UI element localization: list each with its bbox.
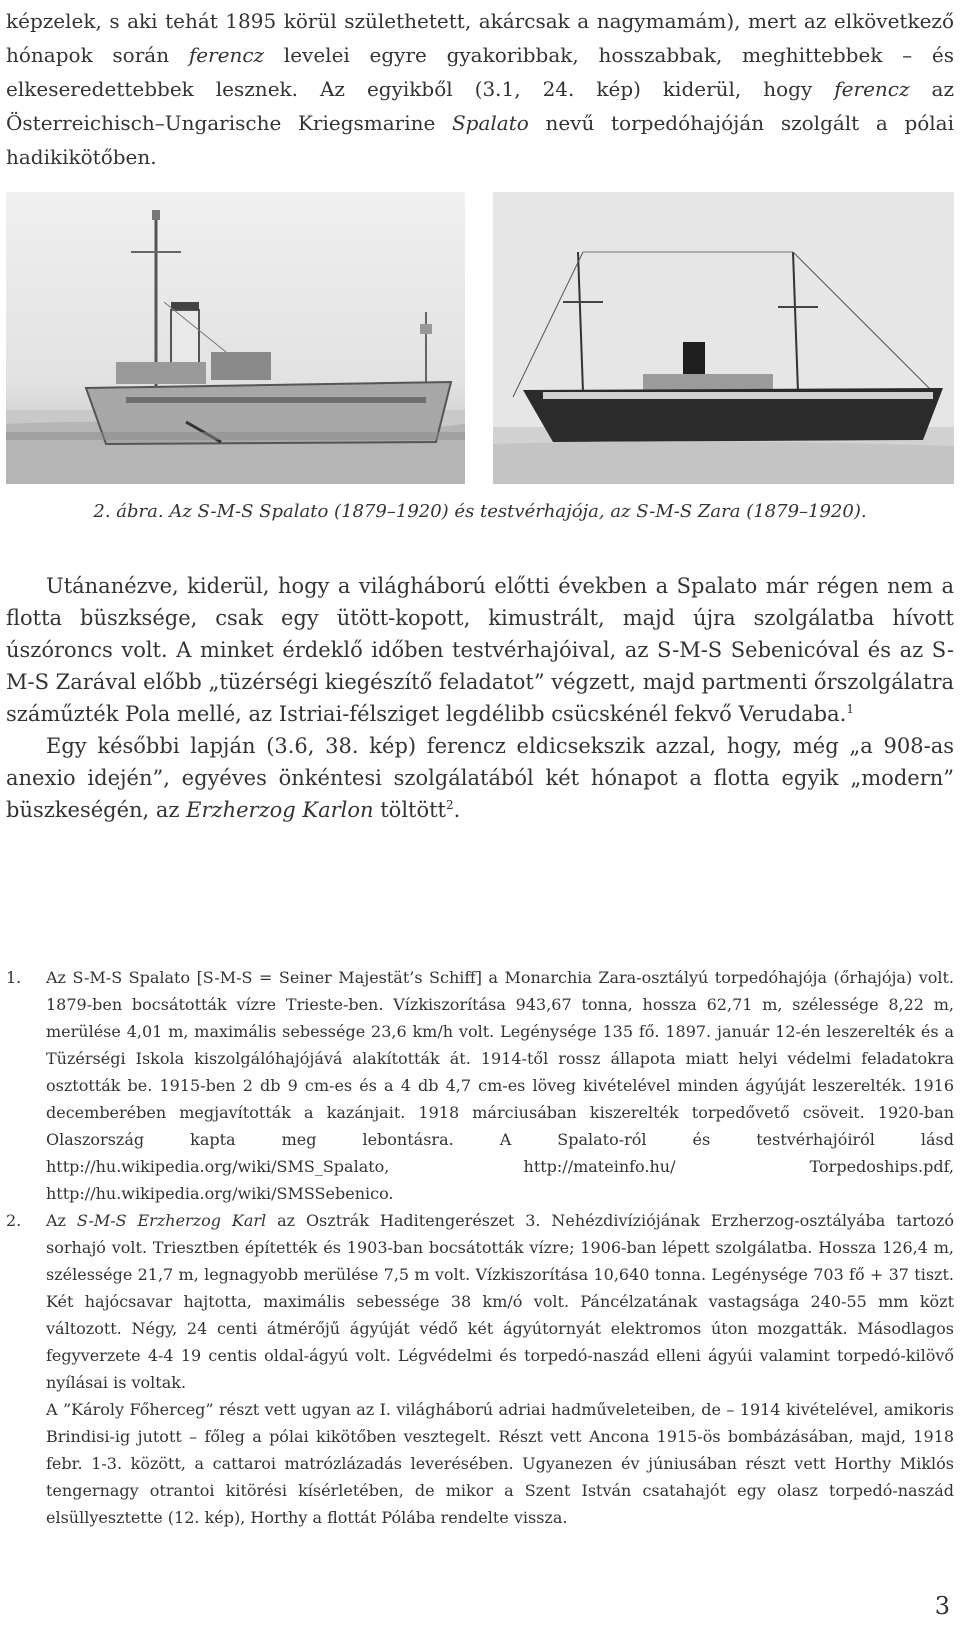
intro-italic-ship: Spalato — [451, 111, 529, 135]
paragraph-text: Utánanézve, kiderül, hogy a világháború előtti években a Spalato már régen nem a flotta büszksége, csak egy ütött-kopott, kimustrált, majd újra szolgálatba hívott úszóroncs volt. A minket érdeklő időben testvérhajóival, az S-M-S Sebenicóval és az S-M-S Zarával előbb „tüzérségi kiegészítő feladatot” végzett, majd partmenti őrszolgálatra száműzték Pola mellé, az Istriai-félsziget legdélibb csücskénél fekvő Verudaba. — [6, 574, 954, 726]
spalato-photo — [6, 192, 465, 484]
paragraph-text: . — [453, 798, 461, 822]
zara-photo — [493, 192, 954, 484]
footnote-number: 2. — [6, 1211, 22, 1230]
paragraph-text: Egy későbbi lapján (3.6, 38. kép) ferencz eldicsekszik azzal, hogy, még „a 908-as anexio idején”, egyéves önkéntesi szolgálatából két hónapot a flotta egyik „modern” büszkeségén, az — [6, 734, 954, 822]
intro-italic-name: ferencz — [188, 43, 265, 67]
footnote-text: Az S-M-S Spalato [S-M-S = Seiner Majestät’s Schiff] a Monarchia Zara-osztályú torpedóhajója (őrhajója) volt. 1879-ben bocsátották vízre Trieste-ben. Vízkiszorítása 943,67 tonna, hossza 62,71 m, szélessége 8,22 m, merülése 4,01 m, maximális sebessége 23,6 km/h volt. Legénysége 135 fő. 1897. január 12-én leszerelték és a Tüzérségi Iskola kiszolgálóhajójává alakították át. 1914-től rossz állapota miatt helyi védelmi feladatokra osztották be. 1915-ben 2 db 9 cm-es és a 4 db 4,7 cm-es löveg kivételével minden ágyúját leszerelték. 1916 decemberében megjavították a kazánjait. 1918 márciusában kiszerelték torpedővető csöveit. 1920-ban Olaszország kapta meg lebontásra. A Spalato-ról és testvérhajóiról lásd http://hu.wikipedia.org/wiki/SMS_Spalato, http://mateinfo.hu/ Torpedoships.pdf, http://hu.wikipedia.org/wiki/SMSSebenico. — [46, 968, 954, 1203]
intro-italic-name: ferencz — [834, 77, 910, 101]
footnote-ref-2[interactable]: 2 — [446, 798, 454, 812]
figure-caption: 2. ábra. Az S-M-S Spalato (1879–1920) és testvérhajója, az S-M-S Zara (1879–1920). — [93, 501, 867, 522]
intro-text: az Österreichisch–Ungarische Kriegsmarine — [6, 77, 954, 135]
footnote-text-part: az Osztrák Haditengerészet 3. Nehézdivíziójának Erzherzog-osztályába tartozó sorhajó volt. Triesztben építették és 1903-ban bocsátották vízre; 1906-ban lépett szolgálatba. Hossza 126,4 m, szélessége 21,7 m, legnagyobb merülése 7,5 m volt. Vízkiszorítása 10,640 tonna. Legénysége 703 fő + 37 tiszt. Két hajócsavar hajtotta, maximális sebessége 38 km/ó volt. Páncélzatának vastagsága 240-55 mm közt változott. Négy, 24 centi átmérőjű ágyúját védő két ágyútornyát elektromos úton mozgatták. Másodlagos fegyverzete 4-4 19 centis oldal-ágyú volt. Légvédelmi és torpedó-naszád elleni ágyúi valamint torpedó-kilövő nyílásai is voltak. — [46, 1211, 954, 1392]
footnote-2-continuation: A ”Károly Főherceg” részt vett ugyan az I. világháború adriai hadműveleteiben, de – 1914 kivételével, amikoris Brindisi-ig jutott – főleg a pólai kikötőben vesztegelt. Részt vett Ancona 1915-ös bombázásában, majd, 1918 febr. 1-3. között, a cattaroi matrózlázadás leverésében. Ugyanezen év júniusában részt vett Horthy Miklós tengernagy otrantoi kitörési kísérletében, de mikor a Szent István csatahajót egy olasz torpedó-naszád elsüllyesztette (12. kép), Horthy a flottát Pólába rendelte vissza. — [46, 1400, 954, 1527]
footnote-ref-1[interactable]: 1 — [846, 702, 854, 716]
footnote-text-part: Az — [46, 1211, 77, 1230]
figure-photos — [6, 192, 954, 484]
paragraph-text: töltött — [373, 798, 446, 822]
footnote-text — [46, 1207, 954, 1396]
footnotes — [6, 964, 954, 1531]
italic-ship-name: Erzherzog Karlon — [186, 798, 374, 822]
intro-paragraph — [6, 4, 954, 174]
intro-text: levelei egyre gyakoribbak, hosszabbak, meghittebbek – és elkeseredettebbek lesznek. Az egyikből (3.1, 24. kép) kiderül, hogy — [6, 43, 954, 101]
body-paragraph-2 — [6, 730, 954, 826]
footnote-italic-ship: S-M-S Erzherzog Karl — [76, 1211, 267, 1230]
footnote-2 — [6, 1207, 954, 1396]
footnote-1 — [6, 964, 954, 1207]
intro-text: nevű torpedóhajóján szolgált a pólai hadikikötőben. — [6, 111, 955, 169]
body-text — [6, 570, 954, 826]
footnote-number: 1. — [6, 968, 22, 987]
intro-text: képzelek, s aki tehát 1895 körül születhetett, akárcsak a nagymamám), mert az elkövetkező hónapok során — [6, 9, 954, 67]
body-paragraph-1 — [6, 570, 954, 730]
page-number: 3 — [934, 1592, 950, 1620]
